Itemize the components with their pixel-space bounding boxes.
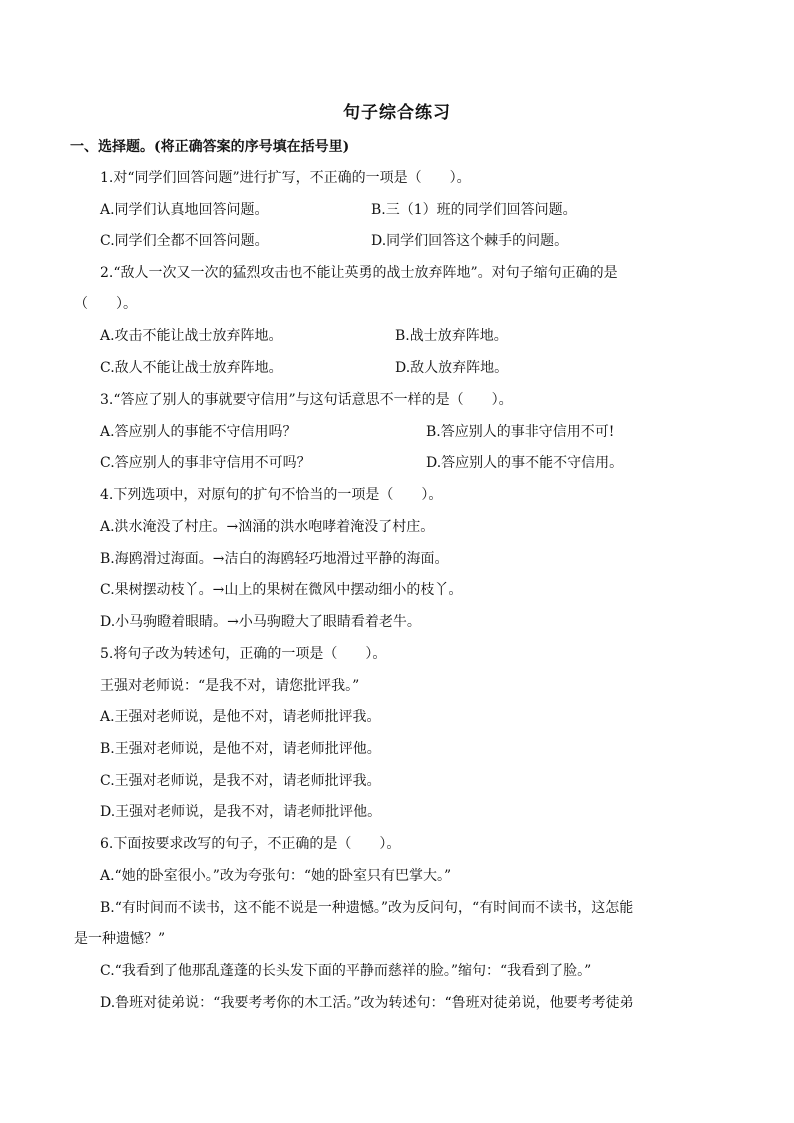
question-5-option-d: D.王强对老师说，是我不对，请老师批评他。 (100, 804, 382, 820)
question-1-stem: 1.对“同学们回答问题”进行扩写，不正确的一项是（ ）。 (100, 170, 471, 186)
question-4-option-b: B.海鸥滑过海面。→洁白的海鸥轻巧地滑过平静的海面。 (100, 551, 449, 567)
question-2-option-a: A.攻击不能让战士放弃阵地。 (100, 328, 283, 344)
section-heading: 一、选择题。(将正确答案的序号填在括号里) (70, 139, 350, 155)
question-5-option-a: A.王强对老师说，是他不对，请老师批评我。 (100, 709, 381, 725)
question-6-option-c: C.“我看到了他那乱蓬蓬的长头发下面的平静而慈祥的脸。”缩句：“我看到了脸。” (100, 963, 592, 979)
question-5-option-b: B.王强对老师说，是他不对，请老师批评他。 (100, 741, 381, 757)
question-2-stem-continuation: （ ）。 (74, 296, 137, 312)
question-3-option-a: A.答应别人的事能不守信用吗？ (100, 424, 297, 440)
question-5-stem: 5.将句子改为转述句，正确的一项是（ ）。 (100, 646, 387, 662)
question-1-option-c: C.同学们全都不回答问题。 (100, 233, 269, 249)
question-6-option-a: A.“她的卧室很小。”改为夸张句：“她的卧室只有巴掌大。” (100, 868, 452, 884)
question-3-option-c: C.答应别人的事非守信用不可吗？ (100, 455, 311, 471)
question-2-option-c: C.敌人不能让战士放弃阵地。 (100, 360, 283, 376)
question-6-stem: 6.下面按要求改写的句子，不正确的是（ ）。 (100, 836, 401, 852)
question-3-option-b: B.答应别人的事非守信用不可! (426, 424, 615, 440)
question-1-option-b: B.三（1）班的同学们回答问题。 (371, 202, 577, 218)
question-4-option-c: C.果树摆动枝丫。→山上的果树在微风中摆动细小的枝丫。 (100, 582, 463, 598)
question-3-stem: 3.“答应了别人的事就要守信用”与这句话意思不一样的是（ ）。 (100, 392, 513, 408)
question-2-stem: 2.“敌人一次又一次的猛烈攻击也不能让英勇的战士放弃阵地”。对句子缩句正确的是 (100, 265, 618, 281)
question-4-option-d: D.小马驹瞪着眼睛。→小马驹瞪大了眼睛看着老牛。 (100, 614, 421, 630)
question-6-option-b: B.“有时间而不读书，这不能不说是一种遗憾。”改为反问句，“有时间而不读书，这怎能 (100, 900, 634, 916)
question-6-option-b-continuation: 是一种遗憾？” (74, 931, 166, 947)
question-2-option-b: B.战士放弃阵地。 (395, 328, 508, 344)
question-1-option-a: A.同学们认真地回答问题。 (100, 202, 269, 218)
question-1-option-d: D.同学们回答这个棘手的问题。 (371, 233, 569, 249)
question-5-option-c: C.王强对老师说，是我不对，请老师批评我。 (100, 773, 381, 789)
question-2-option-d: D.敌人放弃阵地。 (395, 360, 509, 376)
question-4-option-a: A.洪水淹没了村庄。→汹涌的洪水咆哮着淹没了村庄。 (100, 519, 435, 535)
page-title: 句子综合练习 (343, 103, 451, 123)
question-4-stem: 4.下列选项中，对原句的扩句不恰当的一项是（ ）。 (100, 487, 443, 503)
question-3-option-d: D.答应别人的事不能不守信用。 (426, 455, 624, 471)
question-6-option-d: D.鲁班对徒弟说：“我要考考你的木工活。”改为转述句：“鲁班对徒弟说，他要考考徒弟 (100, 995, 634, 1011)
question-5-quote: 王强对老师说：“是我不对，请您批评我。” (100, 678, 360, 694)
